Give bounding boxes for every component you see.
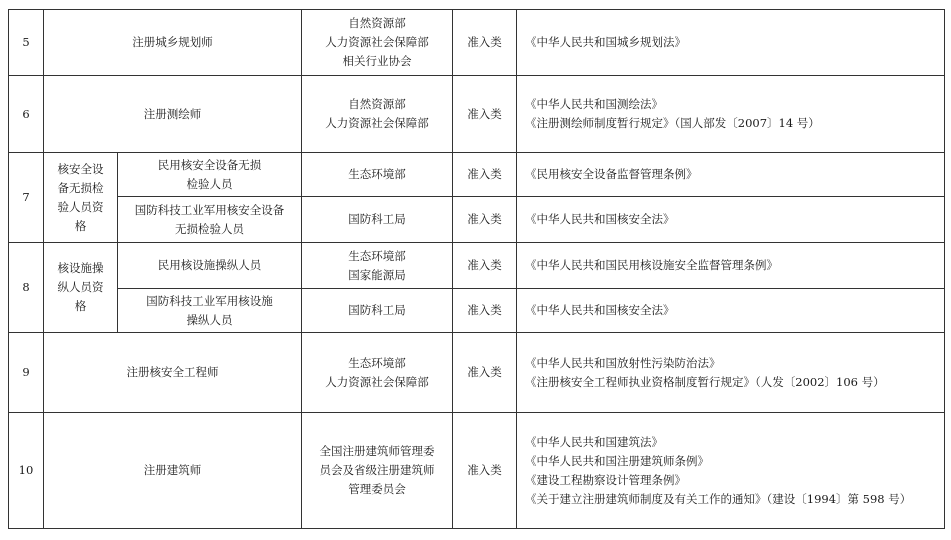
- row-number: 9: [9, 333, 44, 413]
- row-number: 5: [9, 10, 44, 76]
- legal-basis-cell: [517, 153, 945, 197]
- department-cell: [302, 10, 453, 76]
- sub-qualification-name: [118, 153, 302, 197]
- department-line: 生态环境部: [348, 355, 406, 370]
- table-row: [9, 243, 945, 289]
- legal-basis-line: 《关于建立注册建筑师制度及有关工作的通知》（建设〔1994〕第 598 号）: [525, 491, 912, 506]
- category-cell: 准入类: [453, 243, 517, 289]
- department-cell: [302, 197, 453, 243]
- legal-basis-line: 《中华人民共和国核安全法》: [525, 212, 675, 226]
- sub-name-line: 民用核安全设备无损: [157, 157, 262, 172]
- department-cell: [302, 243, 453, 289]
- table-row: [9, 413, 945, 529]
- legal-basis-cell: [517, 243, 945, 289]
- row-number: 10: [9, 413, 44, 529]
- row-number: 7: [9, 153, 44, 243]
- department-line: 自然资源部: [348, 97, 406, 111]
- table-row: [9, 333, 945, 413]
- legal-basis-line: 《建设工程勘察设计管理条例》: [525, 472, 686, 487]
- department-line: 全国注册建筑师管理委: [319, 444, 435, 458]
- sub-name-line: 国防科技工业军用核安全设备: [134, 202, 285, 217]
- qualification-group: 核安全设备无损检验人员资格: [44, 153, 118, 243]
- legal-basis-line: 《中华人民共和国测绘法》: [525, 97, 663, 111]
- row-number: 6: [9, 76, 44, 153]
- qualification-table: [8, 9, 945, 529]
- table-row: [9, 76, 945, 153]
- department-cell: [302, 333, 453, 413]
- table-row: [9, 197, 945, 243]
- table-row: [9, 289, 945, 333]
- department-line: 相关行业协会: [342, 54, 412, 68]
- qualification-name: 注册核安全工程师: [44, 333, 302, 413]
- legal-basis-line: 《中华人民共和国城乡规划法》: [525, 35, 686, 49]
- department-line: 生态环境部: [348, 248, 406, 263]
- sub-qualification-name: [118, 197, 302, 243]
- department-line: 自然资源部: [348, 16, 406, 30]
- department-line: 国家能源局: [348, 267, 406, 282]
- legal-basis-line: 《中华人民共和国放射性污染防治法》: [525, 355, 721, 370]
- sub-name-line: 操纵人员: [186, 312, 233, 327]
- department-line: 人力资源社会保障部: [325, 374, 429, 389]
- department-line: 生态环境部: [348, 167, 406, 181]
- department-line: 管理委员会: [348, 482, 406, 496]
- legal-basis-line: 《注册测绘师制度暂行规定》（国人部发〔2007〕14 号）: [525, 116, 820, 130]
- category-cell: 准入类: [453, 197, 517, 243]
- department-cell: [302, 153, 453, 197]
- legal-basis-line: 《注册核安全工程师执业资格制度暂行规定》（人发〔2002〕106 号）: [525, 374, 885, 389]
- category-cell: 准入类: [453, 333, 517, 413]
- qualification-group: 核设施操纵人员资格: [44, 243, 118, 333]
- category-cell: 准入类: [453, 153, 517, 197]
- department-line: 人力资源社会保障部: [325, 35, 429, 49]
- qualification-name: 注册建筑师: [44, 413, 302, 529]
- department-line: 国防科工局: [348, 303, 406, 317]
- department-line: 国防科工局: [348, 212, 406, 226]
- sub-name-line: 无损检验人员: [175, 221, 244, 236]
- legal-basis-line: 《民用核安全设备监督管理条例》: [525, 167, 698, 181]
- department-cell: [302, 289, 453, 333]
- legal-basis-cell: [517, 333, 945, 413]
- qualification-name: 注册测绘师: [44, 76, 302, 153]
- legal-basis-cell: [517, 197, 945, 243]
- department-cell: [302, 76, 453, 153]
- legal-basis-cell: [517, 10, 945, 76]
- legal-basis-cell: [517, 289, 945, 333]
- legal-basis-line: 《中华人民共和国注册建筑师条例》: [525, 453, 709, 468]
- sub-qualification-name: [118, 243, 302, 289]
- sub-name-line: 国防科技工业军用核设施: [146, 293, 273, 308]
- category-cell: 准入类: [453, 76, 517, 153]
- sub-qualification-name: [118, 289, 302, 333]
- legal-basis-line: 《中华人民共和国民用核设施安全监督管理条例》: [525, 258, 778, 272]
- table-row: [9, 153, 945, 197]
- qualification-name: 注册城乡规划师: [44, 10, 302, 76]
- legal-basis-line: 《中华人民共和国核安全法》: [525, 303, 675, 317]
- table-row: [9, 10, 945, 76]
- department-cell: [302, 413, 453, 529]
- row-number: 8: [9, 243, 44, 333]
- sub-name-line: 检验人员: [186, 176, 233, 191]
- sub-name-line: 民用核设施操纵人员: [157, 258, 262, 272]
- category-cell: 准入类: [453, 10, 517, 76]
- legal-basis-cell: [517, 413, 945, 529]
- category-cell: 准入类: [453, 289, 517, 333]
- legal-basis-line: 《中华人民共和国建筑法》: [525, 434, 663, 449]
- category-cell: 准入类: [453, 413, 517, 529]
- legal-basis-cell: [517, 76, 945, 153]
- department-line: 人力资源社会保障部: [325, 116, 429, 130]
- department-line: 员会及省级注册建筑师: [319, 463, 435, 477]
